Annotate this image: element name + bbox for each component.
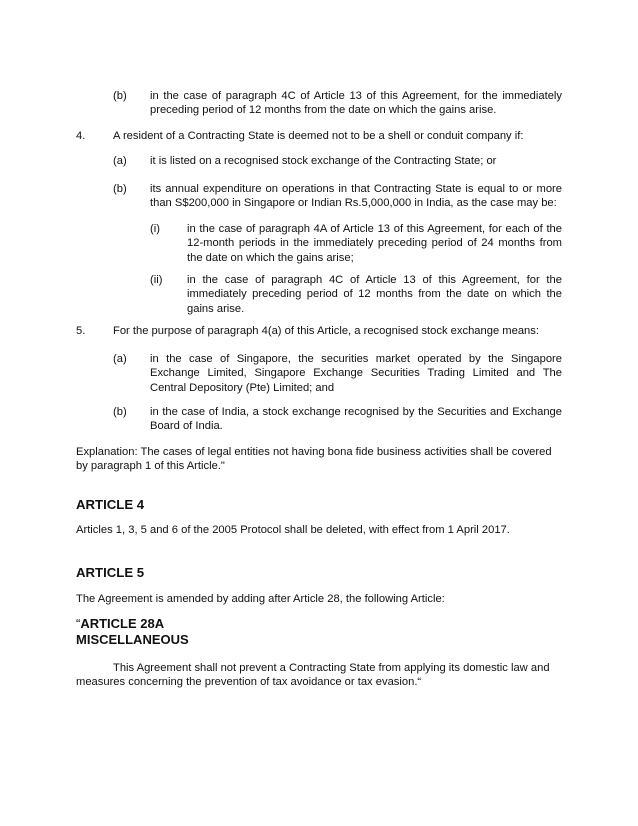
clause-marker: (b)	[113, 183, 127, 195]
article-28a-subtitle: MISCELLANEOUS	[76, 632, 189, 647]
article-28a-text: This Agreement shall not prevent a Contracting State from applying its domestic law and measures concerning the prevention of tax avoidance or tax evasion.“	[76, 662, 550, 689]
article-5-text: The Agreement is amended by adding after Article 28, the following Article:	[76, 593, 445, 605]
subclause-text: in the case of paragraph 4A of Article 13 of this Agreement, for each of the 12-month periods in the immediately preceding period of 24 months from the date on which the gains arise;	[187, 223, 562, 264]
subclause-marker: (i)	[150, 223, 160, 235]
clause-marker: (a)	[113, 155, 127, 167]
clause-text: its annual expenditure on operations in that Contracting State is equal to or more than S$200,000 in Singapore or Indian Rs.5,000,000 in India, as the case may be:	[150, 183, 562, 210]
clause-text: in the case of India, a stock exchange recognised by the Securities and Exchange Board of India.	[150, 406, 562, 433]
article-4-text: Articles 1, 3, 5 and 6 of the 2005 Protocol shall be deleted, with effect from 1 April 2017.	[76, 524, 510, 536]
paragraph-text: For the purpose of paragraph 4(a) of this Article, a recognised stock exchange means:	[113, 325, 539, 337]
clause-text: in the case of Singapore, the securities market operated by the Singapore Exchange Limited, Singapore Exchange Securities Trading Limited and The Central Depository (Pte) Limited; and	[150, 353, 562, 394]
explanation-text: Explanation: The cases of legal entities not having bona fide business activities shall be covered by paragraph 1 of this Article."	[76, 446, 552, 473]
subclause-marker: (ii)	[150, 274, 163, 286]
clause-marker: (b)	[113, 90, 127, 102]
article-28a-title: ARTICLE 28A	[80, 616, 165, 631]
paragraph-number: 5.	[76, 325, 86, 337]
article-28a-heading	[76, 616, 189, 648]
paragraph-number: 4.	[76, 130, 86, 142]
opening-quote: “	[76, 616, 81, 631]
clause-marker: (b)	[113, 406, 127, 418]
clause-text: it is listed on a recognised stock exchange of the Contracting State; or	[150, 155, 497, 167]
article-5-heading: ARTICLE 5	[76, 565, 145, 580]
subclause-text: in the case of paragraph 4C of Article 13 of this Agreement, for the immediately preceding period of 12 months from the date on which the gains arise.	[187, 274, 562, 315]
paragraph-text: A resident of a Contracting State is deemed not to be a shell or conduit company if:	[113, 130, 524, 142]
article-4-heading: ARTICLE 4	[76, 497, 145, 512]
clause-text: in the case of paragraph 4C of Article 13 of this Agreement, for the immediately preceding period of 12 months from the date on which the gains arise.	[150, 90, 562, 117]
clause-marker: (a)	[113, 353, 127, 365]
